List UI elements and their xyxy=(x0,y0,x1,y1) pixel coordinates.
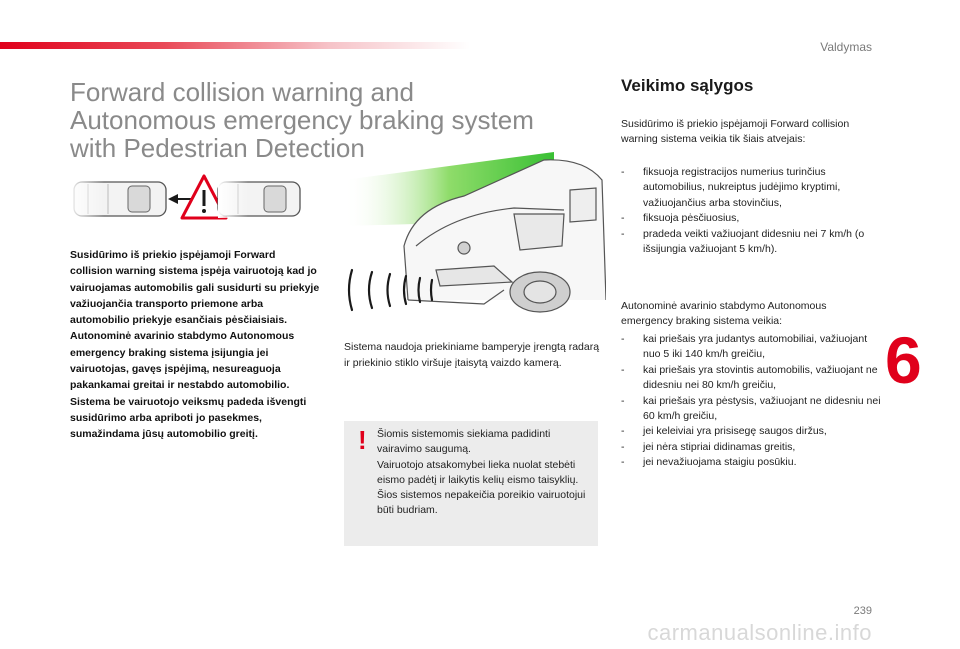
list-item: - kai priešais yra pėstysis, važiuojant ne didesniu nei 60 km/h greičiu, xyxy=(621,394,883,425)
conditions-list xyxy=(621,165,883,257)
intro-paragraph-3: Sistema be vairuotojo veiksmų padeda išvengti susidūrimo arba apriboti jo pasekmes, sumažindama jūsų automobilio greitį. xyxy=(70,395,307,441)
aeb-intro: Autonominė avarinio stabdymo Autonomous emergency braking sistema veikia: xyxy=(621,300,827,328)
list-item: - kai priešais yra judantys automobiliai, važiuojant nuo 5 iki 140 km/h greičiu, xyxy=(621,332,883,363)
list-item: - pradeda veikti važiuojant didesniu nei 7 km/h (o išsijungia važiuojant 5 km/h). xyxy=(621,227,883,258)
chapter-number: 6 xyxy=(885,323,922,397)
aeb-conditions-list xyxy=(621,332,883,471)
warning-text xyxy=(377,427,587,519)
list-item: - fiksuoja registracijos numerius turinčius automobilius, nukreiptus judėjimo kryptimi, važiuojančius arba stovinčius, xyxy=(621,165,883,211)
warning-line-2: Vairuotojo atsakomybei lieka nuolat stebėti eismo padėtį ir laikytis kelių eismo taisyklių. xyxy=(377,458,579,486)
warning-box xyxy=(344,421,598,546)
intro-paragraph-1: Susidūrimo iš priekio įspėjamoji Forward collision warning sistema įspėja vairuotoją kad jo vairuojamas automobilis gali susidurti su priekyje važiuojančia transporto priemone arba automobilio priekyje esančiais pėsčiaisiais. xyxy=(70,249,320,327)
cars-collision-illustration xyxy=(68,174,308,222)
warning-line-1: Šiomis sistemomis siekiama padidinti vairavimo saugumą. xyxy=(377,428,551,456)
section-label: Valdymas xyxy=(820,40,872,54)
list-item: - fiksuoja pėsčiuosius, xyxy=(621,211,883,226)
radar-description: Sistema naudoja priekiniame bamperyje įrengtą radarą ir priekinio stiklo viršuje įtaisytą vaizdo kamerą. xyxy=(344,341,600,369)
list-item: - jei nevažiuojama staigiu posūkiu. xyxy=(621,455,883,470)
exclamation-icon: ! xyxy=(358,425,367,455)
list-item: - kai priešais yra stovintis automobilis, važiuojant ne didesniu nei 80 km/h greičiu, xyxy=(621,363,883,394)
front-van-icon xyxy=(218,180,300,218)
page-title-line-1: Forward collision warning and xyxy=(70,77,414,107)
list-item: - jei nėra stipriai didinamas greitis, xyxy=(621,440,883,455)
header-accent-bar xyxy=(0,42,470,49)
van-radar-illustration xyxy=(344,150,606,316)
list-item: - jei keleiviai yra prisisegę saugos diržus, xyxy=(621,424,883,439)
page-title-line-3: with Pedestrian Detection xyxy=(70,133,365,163)
intro-description xyxy=(70,247,320,443)
rear-van-icon xyxy=(68,180,166,218)
intro-paragraph-2: Autonominė avarinio stabdymo Autonomous emergency braking sistema įsijungia jei vairuotojas, gavęs įspėjimą, nesureaguoja pakankamai greitai ir nestabdo automobilio. xyxy=(70,330,295,392)
warning-line-3: Šios sistemos nepakeičia poreikio vairuotojui būti budriam. xyxy=(377,489,586,517)
watermark: carmanualsonline.info xyxy=(647,620,872,645)
page-title-line-2: Autonomous emergency braking system xyxy=(70,105,534,135)
conditions-heading: Veikimo sąlygos xyxy=(621,76,754,95)
page-number: 239 xyxy=(853,605,872,617)
conditions-intro: Susidūrimo iš priekio įspėjamoji Forward collision warning sistema veikia tik šiais atvejais: xyxy=(621,118,850,146)
